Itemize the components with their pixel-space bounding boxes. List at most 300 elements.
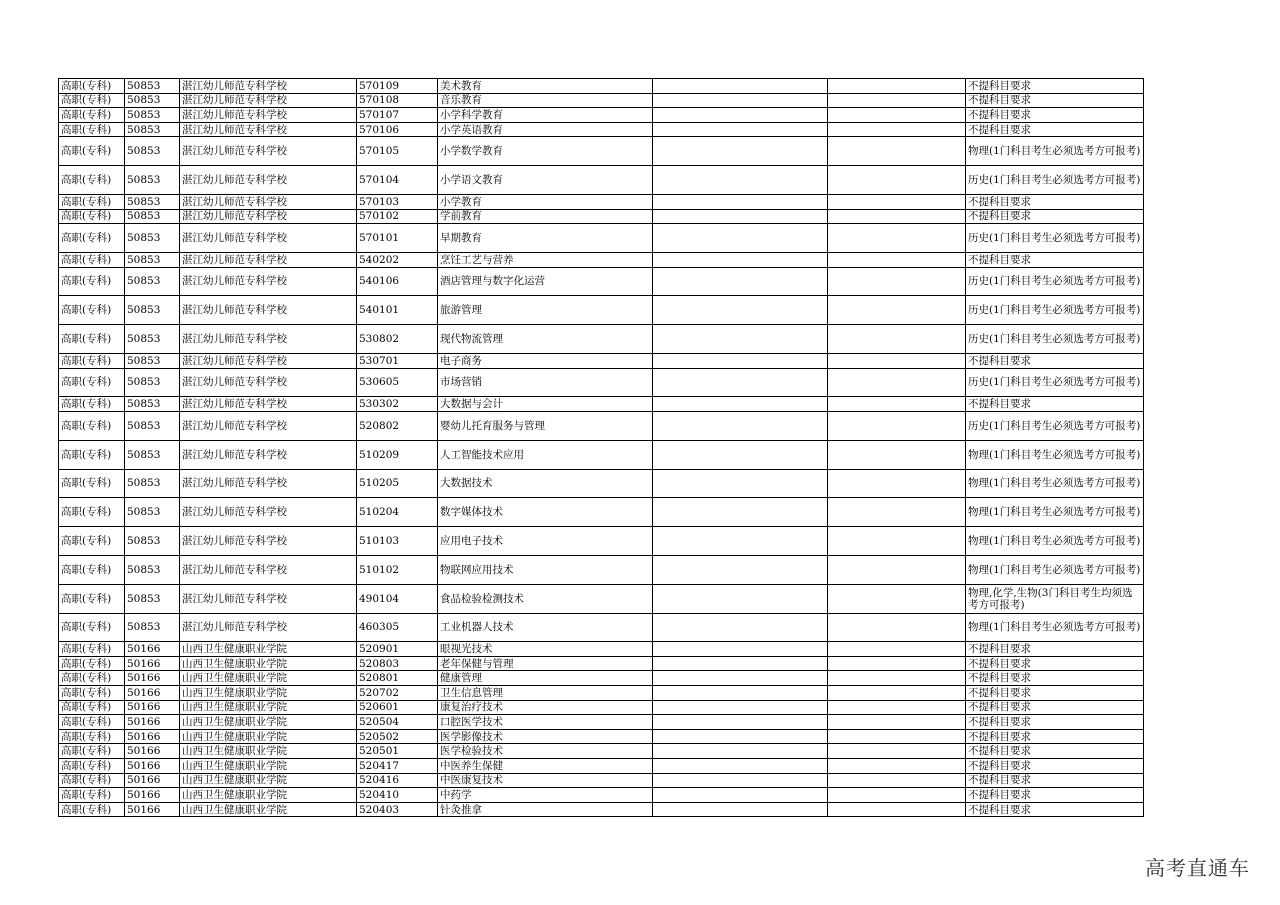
school-name-cell: 山西卫生健康职业学院 bbox=[180, 686, 357, 701]
major-code-cell: 520801 bbox=[357, 671, 438, 686]
school-code-cell: 50853 bbox=[125, 137, 180, 166]
subject-requirement-cell: 不提科目要求 bbox=[966, 671, 1144, 686]
school-name-cell: 湛江幼儿师范专科学校 bbox=[180, 166, 357, 195]
school-name-cell: 湛江幼儿师范专科学校 bbox=[180, 252, 357, 267]
blank-cell bbox=[653, 296, 828, 325]
school-code-cell: 50166 bbox=[125, 788, 180, 803]
level-cell: 高职(专科) bbox=[59, 613, 125, 642]
level-cell: 高职(专科) bbox=[59, 555, 125, 584]
blank-cell bbox=[653, 108, 828, 123]
blank-cell bbox=[828, 137, 966, 166]
major-name-cell: 小学教育 bbox=[438, 194, 653, 209]
subject-requirement-cell: 物理(1门科目考生必须选考方可报考) bbox=[966, 498, 1144, 527]
school-name-cell: 湛江幼儿师范专科学校 bbox=[180, 93, 357, 108]
major-code-cell: 570106 bbox=[357, 122, 438, 137]
major-code-cell: 510102 bbox=[357, 555, 438, 584]
blank-cell bbox=[653, 368, 828, 397]
subject-requirement-cell: 不提科目要求 bbox=[966, 79, 1144, 94]
school-code-cell: 50853 bbox=[125, 527, 180, 556]
blank-cell bbox=[653, 715, 828, 730]
blank-cell bbox=[653, 700, 828, 715]
major-code-cell: 520502 bbox=[357, 729, 438, 744]
subject-requirement-cell: 物理,化学,生物(3门科目考生均须选考方可报考) bbox=[966, 584, 1144, 613]
subject-requirement-cell: 物理(1门科目考生必须选考方可报考) bbox=[966, 613, 1144, 642]
subject-requirement-cell: 不提科目要求 bbox=[966, 108, 1144, 123]
blank-cell bbox=[653, 642, 828, 657]
school-name-cell: 湛江幼儿师范专科学校 bbox=[180, 527, 357, 556]
major-name-cell: 眼视光技术 bbox=[438, 642, 653, 657]
school-code-cell: 50853 bbox=[125, 224, 180, 253]
school-name-cell: 湛江幼儿师范专科学校 bbox=[180, 194, 357, 209]
school-code-cell: 50853 bbox=[125, 122, 180, 137]
table-row bbox=[59, 686, 1144, 701]
major-name-cell: 中医康复技术 bbox=[438, 773, 653, 788]
table-row bbox=[59, 325, 1144, 354]
blank-cell bbox=[828, 584, 966, 613]
major-name-cell: 小学语文教育 bbox=[438, 166, 653, 195]
subject-requirement-cell: 历史(1门科目考生必须选考方可报考) bbox=[966, 325, 1144, 354]
major-name-cell: 工业机器人技术 bbox=[438, 613, 653, 642]
level-cell: 高职(专科) bbox=[59, 353, 125, 368]
subject-requirement-cell: 历史(1门科目考生必须选考方可报考) bbox=[966, 411, 1144, 440]
major-name-cell: 数字媒体技术 bbox=[438, 498, 653, 527]
school-code-cell: 50853 bbox=[125, 584, 180, 613]
level-cell: 高职(专科) bbox=[59, 729, 125, 744]
blank-cell bbox=[828, 613, 966, 642]
table-row bbox=[59, 108, 1144, 123]
major-name-cell: 健康管理 bbox=[438, 671, 653, 686]
school-name-cell: 山西卫生健康职业学院 bbox=[180, 729, 357, 744]
level-cell: 高职(专科) bbox=[59, 440, 125, 469]
blank-cell bbox=[828, 368, 966, 397]
level-cell: 高职(专科) bbox=[59, 715, 125, 730]
school-code-cell: 50853 bbox=[125, 498, 180, 527]
school-code-cell: 50166 bbox=[125, 671, 180, 686]
blank-cell bbox=[653, 224, 828, 253]
table-row bbox=[59, 296, 1144, 325]
level-cell: 高职(专科) bbox=[59, 368, 125, 397]
school-code-cell: 50853 bbox=[125, 194, 180, 209]
major-name-cell: 卫生信息管理 bbox=[438, 686, 653, 701]
major-code-cell: 520416 bbox=[357, 773, 438, 788]
blank-cell bbox=[653, 686, 828, 701]
table-row bbox=[59, 671, 1144, 686]
level-cell: 高职(专科) bbox=[59, 773, 125, 788]
blank-cell bbox=[653, 166, 828, 195]
level-cell: 高职(专科) bbox=[59, 469, 125, 498]
blank-cell bbox=[828, 642, 966, 657]
major-code-cell: 570105 bbox=[357, 137, 438, 166]
school-name-cell: 湛江幼儿师范专科学校 bbox=[180, 498, 357, 527]
major-code-cell: 540106 bbox=[357, 267, 438, 296]
school-code-cell: 50166 bbox=[125, 759, 180, 774]
school-code-cell: 50166 bbox=[125, 642, 180, 657]
school-name-cell: 湛江幼儿师范专科学校 bbox=[180, 555, 357, 584]
school-name-cell: 湛江幼儿师范专科学校 bbox=[180, 584, 357, 613]
table-row bbox=[59, 802, 1144, 817]
watermark-text: 高考直通车 bbox=[1145, 856, 1250, 880]
blank-cell bbox=[653, 773, 828, 788]
school-code-cell: 50853 bbox=[125, 209, 180, 224]
level-cell: 高职(专科) bbox=[59, 642, 125, 657]
major-code-cell: 520702 bbox=[357, 686, 438, 701]
major-name-cell: 大数据技术 bbox=[438, 469, 653, 498]
blank-cell bbox=[828, 353, 966, 368]
major-name-cell: 学前教育 bbox=[438, 209, 653, 224]
subject-requirement-cell: 不提科目要求 bbox=[966, 744, 1144, 759]
school-code-cell: 50853 bbox=[125, 555, 180, 584]
school-code-cell: 50853 bbox=[125, 79, 180, 94]
table-row bbox=[59, 194, 1144, 209]
level-cell: 高职(专科) bbox=[59, 137, 125, 166]
major-code-cell: 510205 bbox=[357, 469, 438, 498]
school-code-cell: 50166 bbox=[125, 802, 180, 817]
level-cell: 高职(专科) bbox=[59, 224, 125, 253]
school-name-cell: 山西卫生健康职业学院 bbox=[180, 788, 357, 803]
subject-requirement-cell: 历史(1门科目考生必须选考方可报考) bbox=[966, 267, 1144, 296]
blank-cell bbox=[828, 788, 966, 803]
blank-cell bbox=[828, 194, 966, 209]
major-code-cell: 520501 bbox=[357, 744, 438, 759]
school-name-cell: 湛江幼儿师范专科学校 bbox=[180, 411, 357, 440]
major-code-cell: 570103 bbox=[357, 194, 438, 209]
blank-cell bbox=[828, 166, 966, 195]
blank-cell bbox=[653, 122, 828, 137]
school-code-cell: 50853 bbox=[125, 353, 180, 368]
blank-cell bbox=[653, 252, 828, 267]
major-code-cell: 570107 bbox=[357, 108, 438, 123]
subject-requirement-cell: 不提科目要求 bbox=[966, 802, 1144, 817]
blank-cell bbox=[828, 715, 966, 730]
blank-cell bbox=[653, 744, 828, 759]
major-name-cell: 中药学 bbox=[438, 788, 653, 803]
table-row bbox=[59, 368, 1144, 397]
table-row bbox=[59, 353, 1144, 368]
blank-cell bbox=[828, 108, 966, 123]
subject-requirement-cell: 不提科目要求 bbox=[966, 788, 1144, 803]
major-name-cell: 老年保健与管理 bbox=[438, 656, 653, 671]
level-cell: 高职(专科) bbox=[59, 411, 125, 440]
subject-requirement-cell: 不提科目要求 bbox=[966, 729, 1144, 744]
table-row bbox=[59, 440, 1144, 469]
major-code-cell: 540202 bbox=[357, 252, 438, 267]
table-row bbox=[59, 642, 1144, 657]
blank-cell bbox=[828, 209, 966, 224]
table-row bbox=[59, 773, 1144, 788]
blank-cell bbox=[828, 224, 966, 253]
major-code-cell: 570101 bbox=[357, 224, 438, 253]
table-row bbox=[59, 729, 1144, 744]
blank-cell bbox=[653, 584, 828, 613]
school-name-cell: 湛江幼儿师范专科学校 bbox=[180, 296, 357, 325]
major-code-cell: 520417 bbox=[357, 759, 438, 774]
major-name-cell: 早期教育 bbox=[438, 224, 653, 253]
blank-cell bbox=[653, 397, 828, 412]
table-row bbox=[59, 166, 1144, 195]
blank-cell bbox=[653, 469, 828, 498]
school-code-cell: 50853 bbox=[125, 267, 180, 296]
level-cell: 高职(专科) bbox=[59, 700, 125, 715]
subject-requirement-cell: 物理(1门科目考生必须选考方可报考) bbox=[966, 440, 1144, 469]
school-name-cell: 湛江幼儿师范专科学校 bbox=[180, 79, 357, 94]
school-name-cell: 湛江幼儿师范专科学校 bbox=[180, 440, 357, 469]
school-name-cell: 山西卫生健康职业学院 bbox=[180, 744, 357, 759]
level-cell: 高职(专科) bbox=[59, 498, 125, 527]
school-code-cell: 50853 bbox=[125, 397, 180, 412]
major-name-cell: 小学科学教育 bbox=[438, 108, 653, 123]
major-name-cell: 康复治疗技术 bbox=[438, 700, 653, 715]
major-code-cell: 570104 bbox=[357, 166, 438, 195]
major-code-cell: 530302 bbox=[357, 397, 438, 412]
major-name-cell: 美术教育 bbox=[438, 79, 653, 94]
level-cell: 高职(专科) bbox=[59, 802, 125, 817]
blank-cell bbox=[828, 802, 966, 817]
major-name-cell: 食品检验检测技术 bbox=[438, 584, 653, 613]
school-name-cell: 山西卫生健康职业学院 bbox=[180, 700, 357, 715]
major-name-cell: 小学英语教育 bbox=[438, 122, 653, 137]
blank-cell bbox=[653, 325, 828, 354]
school-name-cell: 湛江幼儿师范专科学校 bbox=[180, 613, 357, 642]
table-row bbox=[59, 252, 1144, 267]
blank-cell bbox=[653, 267, 828, 296]
major-code-cell: 570102 bbox=[357, 209, 438, 224]
blank-cell bbox=[653, 137, 828, 166]
level-cell: 高职(专科) bbox=[59, 584, 125, 613]
school-name-cell: 湛江幼儿师范专科学校 bbox=[180, 137, 357, 166]
blank-cell bbox=[828, 296, 966, 325]
major-name-cell: 旅游管理 bbox=[438, 296, 653, 325]
major-requirements-table bbox=[58, 78, 1144, 817]
major-name-cell: 烹饪工艺与营养 bbox=[438, 252, 653, 267]
table-row bbox=[59, 137, 1144, 166]
blank-cell bbox=[828, 700, 966, 715]
table-row bbox=[59, 498, 1144, 527]
school-code-cell: 50166 bbox=[125, 744, 180, 759]
level-cell: 高职(专科) bbox=[59, 79, 125, 94]
blank-cell bbox=[653, 759, 828, 774]
major-name-cell: 中医养生保健 bbox=[438, 759, 653, 774]
level-cell: 高职(专科) bbox=[59, 325, 125, 354]
major-code-cell: 530802 bbox=[357, 325, 438, 354]
blank-cell bbox=[653, 498, 828, 527]
table-row bbox=[59, 397, 1144, 412]
blank-cell bbox=[828, 773, 966, 788]
blank-cell bbox=[653, 411, 828, 440]
blank-cell bbox=[653, 729, 828, 744]
level-cell: 高职(专科) bbox=[59, 296, 125, 325]
blank-cell bbox=[653, 93, 828, 108]
subject-requirement-cell: 不提科目要求 bbox=[966, 397, 1144, 412]
level-cell: 高职(专科) bbox=[59, 93, 125, 108]
subject-requirement-cell: 不提科目要求 bbox=[966, 686, 1144, 701]
subject-requirement-cell: 不提科目要求 bbox=[966, 209, 1144, 224]
major-code-cell: 520802 bbox=[357, 411, 438, 440]
school-code-cell: 50853 bbox=[125, 325, 180, 354]
school-name-cell: 湛江幼儿师范专科学校 bbox=[180, 209, 357, 224]
blank-cell bbox=[828, 498, 966, 527]
school-code-cell: 50166 bbox=[125, 715, 180, 730]
major-name-cell: 婴幼儿托育服务与管理 bbox=[438, 411, 653, 440]
school-name-cell: 山西卫生健康职业学院 bbox=[180, 671, 357, 686]
blank-cell bbox=[828, 93, 966, 108]
major-name-cell: 小学数学教育 bbox=[438, 137, 653, 166]
school-name-cell: 湛江幼儿师范专科学校 bbox=[180, 469, 357, 498]
level-cell: 高职(专科) bbox=[59, 527, 125, 556]
subject-requirement-cell: 不提科目要求 bbox=[966, 759, 1144, 774]
school-name-cell: 湛江幼儿师范专科学校 bbox=[180, 325, 357, 354]
major-code-cell: 520403 bbox=[357, 802, 438, 817]
blank-cell bbox=[653, 527, 828, 556]
school-name-cell: 湛江幼儿师范专科学校 bbox=[180, 353, 357, 368]
school-code-cell: 50853 bbox=[125, 166, 180, 195]
school-code-cell: 50853 bbox=[125, 469, 180, 498]
major-code-cell: 520803 bbox=[357, 656, 438, 671]
school-code-cell: 50166 bbox=[125, 700, 180, 715]
major-code-cell: 540101 bbox=[357, 296, 438, 325]
blank-cell bbox=[828, 527, 966, 556]
blank-cell bbox=[828, 671, 966, 686]
level-cell: 高职(专科) bbox=[59, 166, 125, 195]
blank-cell bbox=[653, 79, 828, 94]
level-cell: 高职(专科) bbox=[59, 252, 125, 267]
major-code-cell: 570108 bbox=[357, 93, 438, 108]
school-code-cell: 50853 bbox=[125, 368, 180, 397]
major-code-cell: 460305 bbox=[357, 613, 438, 642]
blank-cell bbox=[653, 656, 828, 671]
blank-cell bbox=[653, 353, 828, 368]
blank-cell bbox=[828, 744, 966, 759]
major-code-cell: 490104 bbox=[357, 584, 438, 613]
table-row bbox=[59, 744, 1144, 759]
table-row bbox=[59, 788, 1144, 803]
subject-requirement-cell: 物理(1门科目考生必须选考方可报考) bbox=[966, 555, 1144, 584]
school-name-cell: 山西卫生健康职业学院 bbox=[180, 715, 357, 730]
school-code-cell: 50166 bbox=[125, 773, 180, 788]
subject-requirement-cell: 不提科目要求 bbox=[966, 122, 1144, 137]
school-name-cell: 湛江幼儿师范专科学校 bbox=[180, 397, 357, 412]
school-code-cell: 50853 bbox=[125, 613, 180, 642]
school-code-cell: 50853 bbox=[125, 108, 180, 123]
school-code-cell: 50166 bbox=[125, 686, 180, 701]
school-name-cell: 山西卫生健康职业学院 bbox=[180, 759, 357, 774]
subject-requirement-cell: 物理(1门科目考生必须选考方可报考) bbox=[966, 469, 1144, 498]
blank-cell bbox=[653, 440, 828, 469]
school-name-cell: 山西卫生健康职业学院 bbox=[180, 642, 357, 657]
blank-cell bbox=[653, 802, 828, 817]
subject-requirement-cell: 不提科目要求 bbox=[966, 93, 1144, 108]
major-name-cell: 电子商务 bbox=[438, 353, 653, 368]
level-cell: 高职(专科) bbox=[59, 209, 125, 224]
table-row bbox=[59, 411, 1144, 440]
level-cell: 高职(专科) bbox=[59, 759, 125, 774]
subject-requirement-cell: 历史(1门科目考生必须选考方可报考) bbox=[966, 224, 1144, 253]
major-name-cell: 酒店管理与数字化运营 bbox=[438, 267, 653, 296]
blank-cell bbox=[828, 469, 966, 498]
major-code-cell: 520504 bbox=[357, 715, 438, 730]
major-code-cell: 520410 bbox=[357, 788, 438, 803]
table-row bbox=[59, 584, 1144, 613]
subject-requirement-cell: 不提科目要求 bbox=[966, 656, 1144, 671]
table-row bbox=[59, 267, 1144, 296]
table-row bbox=[59, 469, 1144, 498]
school-name-cell: 湛江幼儿师范专科学校 bbox=[180, 267, 357, 296]
blank-cell bbox=[828, 252, 966, 267]
blank-cell bbox=[828, 656, 966, 671]
blank-cell bbox=[828, 397, 966, 412]
level-cell: 高职(专科) bbox=[59, 744, 125, 759]
school-name-cell: 湛江幼儿师范专科学校 bbox=[180, 224, 357, 253]
school-code-cell: 50166 bbox=[125, 729, 180, 744]
blank-cell bbox=[828, 729, 966, 744]
blank-cell bbox=[653, 788, 828, 803]
major-code-cell: 510204 bbox=[357, 498, 438, 527]
school-code-cell: 50166 bbox=[125, 656, 180, 671]
table-row bbox=[59, 759, 1144, 774]
subject-requirement-cell: 不提科目要求 bbox=[966, 642, 1144, 657]
subject-requirement-cell: 不提科目要求 bbox=[966, 252, 1144, 267]
level-cell: 高职(专科) bbox=[59, 122, 125, 137]
major-name-cell: 现代物流管理 bbox=[438, 325, 653, 354]
table-row bbox=[59, 93, 1144, 108]
major-name-cell: 大数据与会计 bbox=[438, 397, 653, 412]
blank-cell bbox=[653, 209, 828, 224]
level-cell: 高职(专科) bbox=[59, 194, 125, 209]
level-cell: 高职(专科) bbox=[59, 656, 125, 671]
table-body bbox=[59, 79, 1144, 817]
blank-cell bbox=[828, 79, 966, 94]
blank-cell bbox=[653, 613, 828, 642]
major-name-cell: 针灸推拿 bbox=[438, 802, 653, 817]
major-name-cell: 医学影像技术 bbox=[438, 729, 653, 744]
table-row bbox=[59, 656, 1144, 671]
blank-cell bbox=[828, 325, 966, 354]
subject-requirement-cell: 历史(1门科目考生必须选考方可报考) bbox=[966, 166, 1144, 195]
level-cell: 高职(专科) bbox=[59, 788, 125, 803]
blank-cell bbox=[828, 440, 966, 469]
subject-requirement-cell: 物理(1门科目考生必须选考方可报考) bbox=[966, 527, 1144, 556]
subject-requirement-cell: 历史(1门科目考生必须选考方可报考) bbox=[966, 368, 1144, 397]
school-code-cell: 50853 bbox=[125, 440, 180, 469]
school-name-cell: 湛江幼儿师范专科学校 bbox=[180, 108, 357, 123]
blank-cell bbox=[828, 122, 966, 137]
blank-cell bbox=[828, 759, 966, 774]
table-row bbox=[59, 122, 1144, 137]
subject-requirement-cell: 不提科目要求 bbox=[966, 700, 1144, 715]
blank-cell bbox=[828, 686, 966, 701]
blank-cell bbox=[828, 267, 966, 296]
major-code-cell: 530605 bbox=[357, 368, 438, 397]
table-row bbox=[59, 79, 1144, 94]
level-cell: 高职(专科) bbox=[59, 397, 125, 412]
subject-requirement-cell: 物理(1门科目考生必须选考方可报考) bbox=[966, 137, 1144, 166]
subject-requirement-cell: 不提科目要求 bbox=[966, 353, 1144, 368]
blank-cell bbox=[653, 194, 828, 209]
blank-cell bbox=[653, 671, 828, 686]
major-name-cell: 音乐教育 bbox=[438, 93, 653, 108]
major-code-cell: 510103 bbox=[357, 527, 438, 556]
major-code-cell: 520901 bbox=[357, 642, 438, 657]
table-row bbox=[59, 224, 1144, 253]
blank-cell bbox=[828, 411, 966, 440]
major-code-cell: 510209 bbox=[357, 440, 438, 469]
school-code-cell: 50853 bbox=[125, 296, 180, 325]
school-name-cell: 湛江幼儿师范专科学校 bbox=[180, 368, 357, 397]
blank-cell bbox=[653, 555, 828, 584]
subject-requirement-cell: 不提科目要求 bbox=[966, 194, 1144, 209]
level-cell: 高职(专科) bbox=[59, 108, 125, 123]
school-code-cell: 50853 bbox=[125, 252, 180, 267]
blank-cell bbox=[828, 555, 966, 584]
